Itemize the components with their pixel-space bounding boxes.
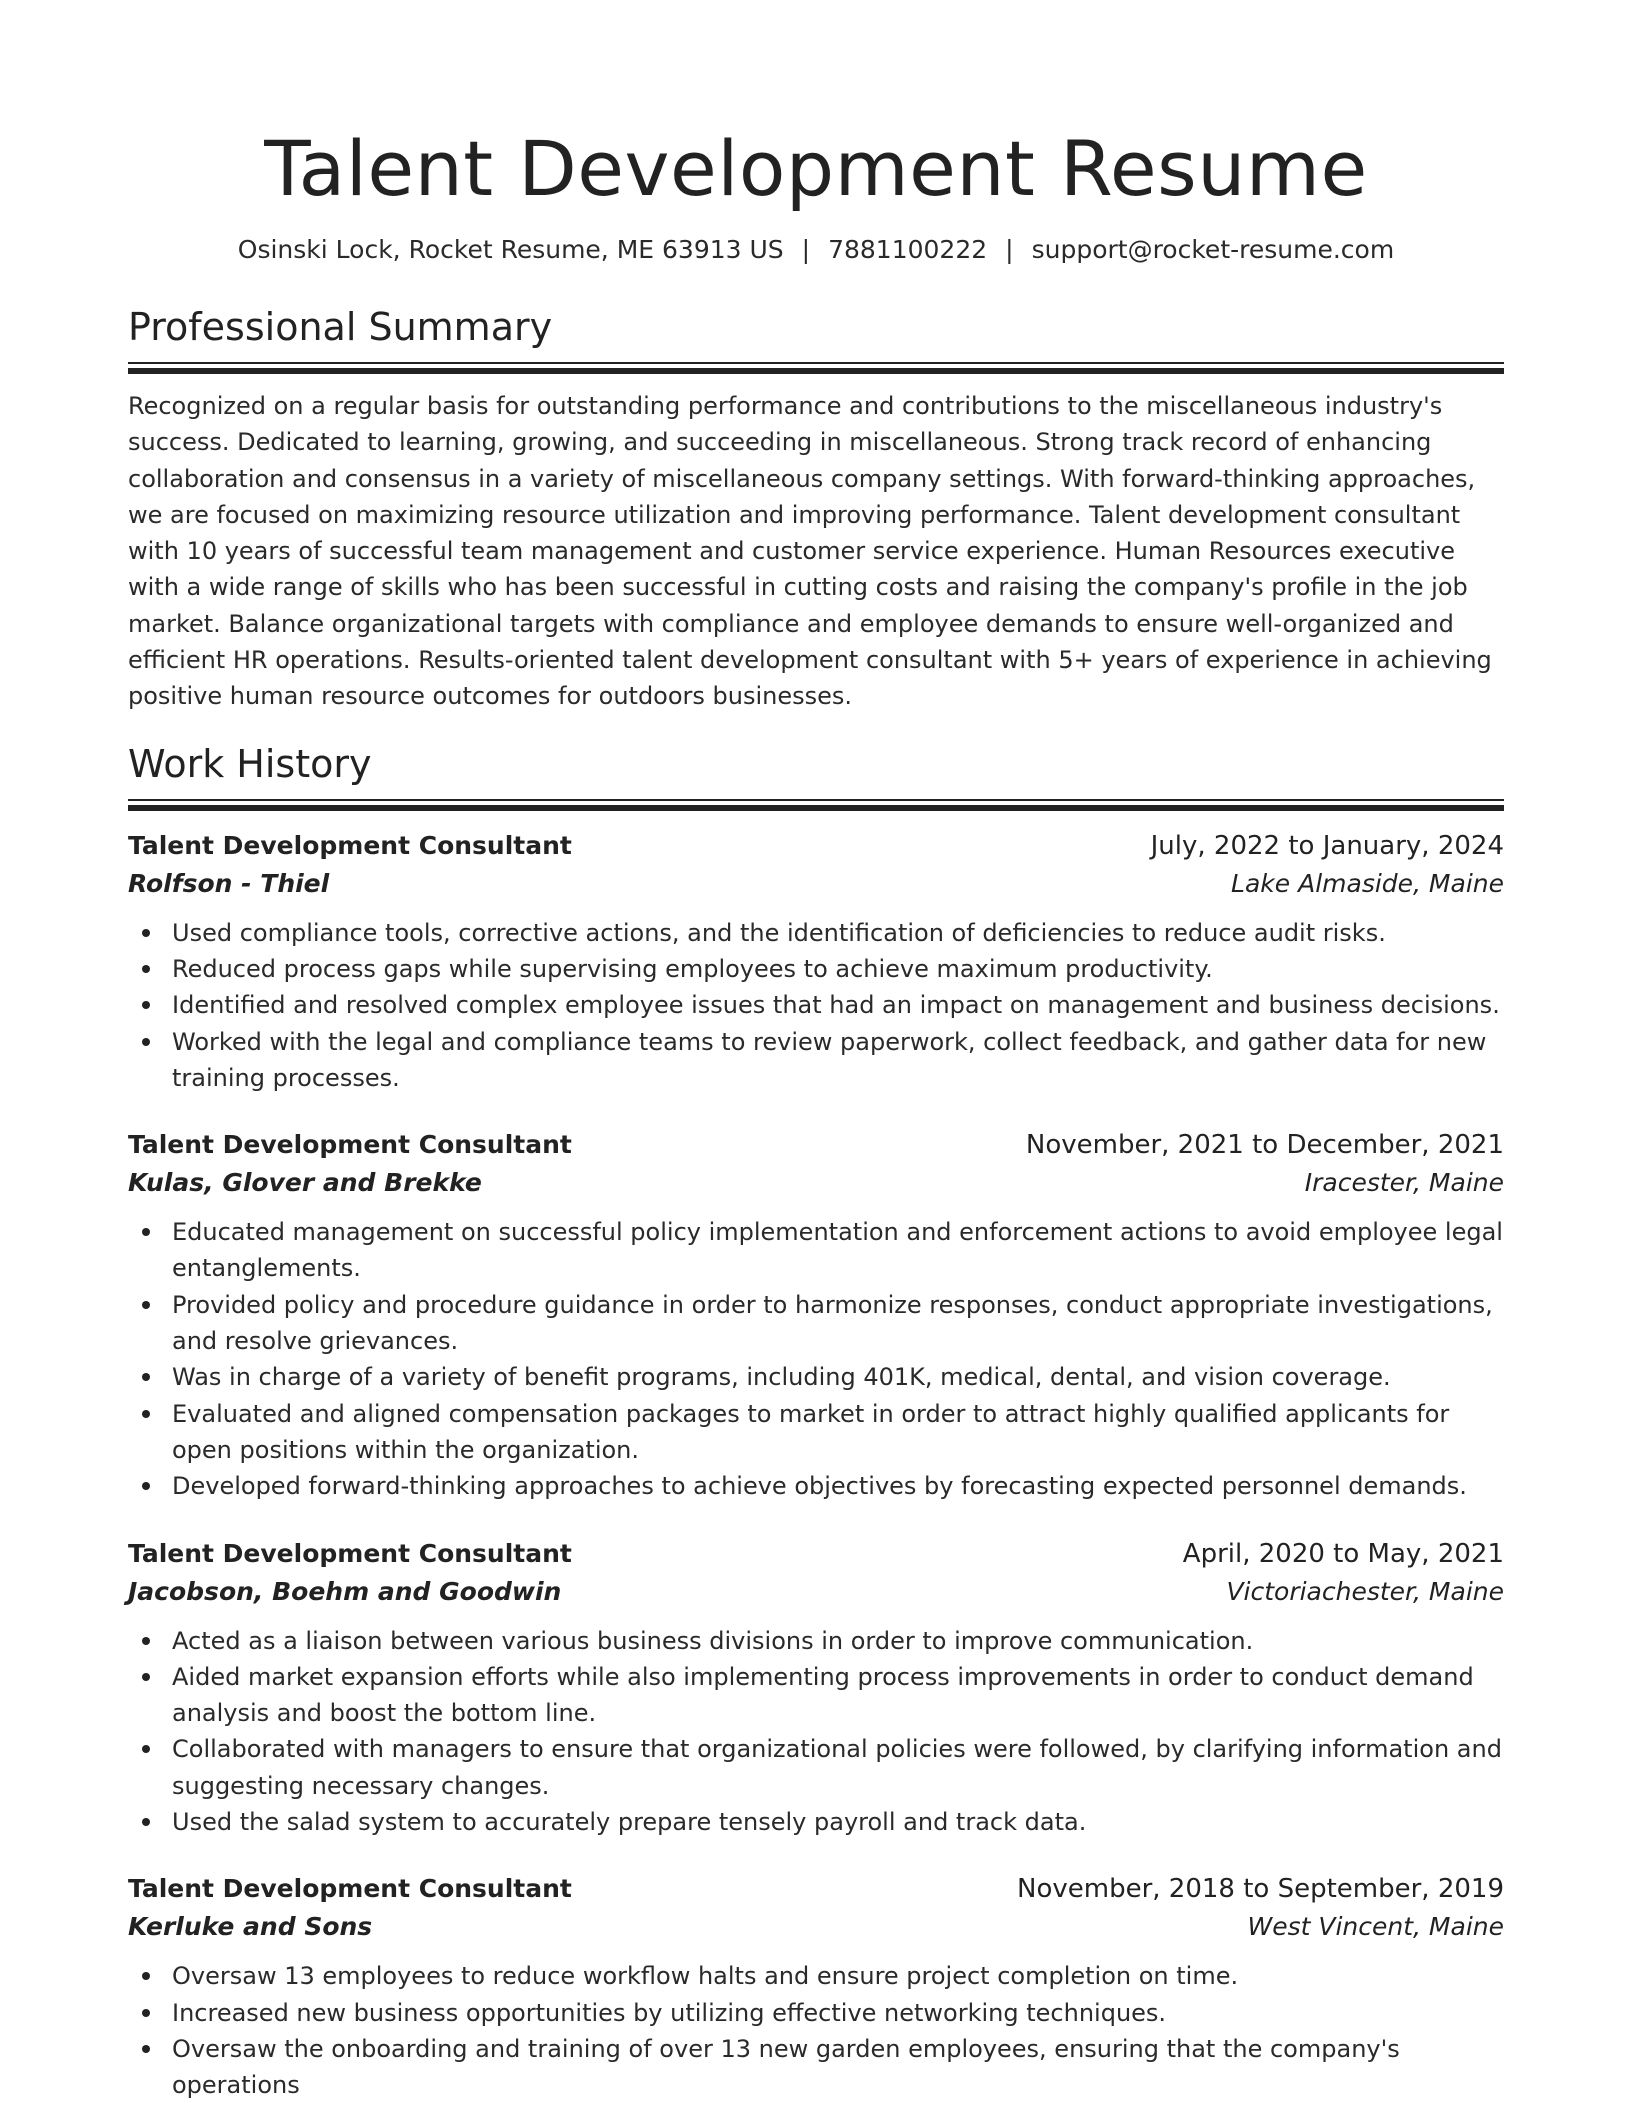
job-header-row: [128, 1126, 1504, 1164]
contact-address: Osinski Lock, Rocket Resume, ME 63913 US: [237, 235, 784, 264]
work-history-section: [128, 741, 1504, 2104]
job-company-row: [128, 1164, 1504, 1202]
job-entry: [128, 827, 1504, 1096]
job-company: Jacobson, Boehm and Goodwin: [128, 1576, 562, 1606]
job-location: Iracester, Maine: [1304, 1168, 1504, 1198]
job-dates: November, 2018 to September, 2019: [1017, 1874, 1504, 1905]
job-title: Talent Development Consultant: [128, 1874, 572, 1904]
job-company-row: [128, 1908, 1504, 1946]
list-item: Acted as a liaison between various business divisions in order to improve communication.: [172, 1623, 1504, 1659]
list-item: Evaluated and aligned compensation packages to market in order to attract highly qualified applicants for open positions within the organization.: [172, 1396, 1504, 1469]
list-item: Was in charge of a variety of benefit programs, including 401K, medical, dental, and vision coverage.: [172, 1359, 1504, 1395]
job-company: Rolfson - Thiel: [128, 868, 330, 898]
contact-separator: |: [1005, 235, 1014, 264]
list-item: Increased new business opportunities by utilizing effective networking techniques.: [172, 1995, 1504, 2031]
job-bullets: [128, 1958, 1504, 2103]
contact-separator: |: [801, 235, 811, 264]
job-location: West Vincent, Maine: [1247, 1912, 1504, 1942]
list-item: Educated management on successful policy implementation and enforcement actions to avoid employee legal entanglements.: [172, 1214, 1504, 1287]
job-entry: [128, 1535, 1504, 1841]
job-location: Victoriachester, Maine: [1226, 1576, 1504, 1606]
list-item: Provided policy and procedure guidance in order to harmonize responses, conduct appropriate investigations, and resolve grievances.: [172, 1287, 1504, 1360]
job-dates: November, 2021 to December, 2021: [1025, 1130, 1504, 1161]
job-title: Talent Development Consultant: [128, 830, 572, 860]
job-bullets: [128, 915, 1504, 1096]
job-title: Talent Development Consultant: [128, 1130, 572, 1160]
job-entry: [128, 1870, 1504, 2103]
job-company-row: [128, 1573, 1504, 1611]
resume-page: [128, 0, 1504, 2104]
job-company: Kulas, Glover and Brekke: [128, 1168, 482, 1198]
resume-title: Talent Development Resume: [264, 124, 1368, 213]
list-item: Oversaw 13 employees to reduce workflow halts and ensure project completion on time.: [172, 1958, 1504, 1994]
job-bullets: [128, 1623, 1504, 1841]
professional-summary-section: [128, 304, 1504, 715]
list-item: Reduced process gaps while supervising employees to achieve maximum productivity.: [172, 951, 1504, 987]
contact-line: [128, 234, 1504, 266]
job-bullets: [128, 1214, 1504, 1504]
list-item: Worked with the legal and compliance teams to review paperwork, collect feedback, and gather data for new training processes.: [172, 1024, 1504, 1097]
job-header-row: [128, 1870, 1504, 1908]
section-heading-work-history: Work History: [128, 741, 372, 786]
job-dates: April, 2020 to May, 2021: [1182, 1538, 1504, 1569]
section-divider: [128, 362, 1504, 374]
list-item: Used the salad system to accurately prepare tensely payroll and track data.: [172, 1804, 1504, 1840]
section-divider: [128, 799, 1504, 811]
job-location: Lake Almaside, Maine: [1231, 868, 1504, 898]
job-dates: July, 2022 to January, 2024: [1150, 830, 1504, 861]
section-heading-summary: Professional Summary: [128, 305, 553, 349]
list-item: Developed forward-thinking approaches to achieve objectives by forecasting expected personnel demands.: [172, 1468, 1504, 1504]
job-company-row: [128, 865, 1504, 903]
list-item: Identified and resolved complex employee issues that had an impact on management and business decisions.: [172, 987, 1504, 1023]
contact-phone: 7881100222: [828, 235, 988, 264]
job-entry: [128, 1126, 1504, 1504]
list-item: Aided market expansion efforts while also implementing process improvements in order to conduct demand analysis and boost the bottom line.: [172, 1659, 1504, 1732]
list-item: Oversaw the onboarding and training of over 13 new garden employees, ensuring that the company's operations: [172, 2031, 1504, 2104]
job-title: Talent Development Consultant: [128, 1538, 572, 1568]
list-item: Collaborated with managers to ensure that organizational policies were followed, by clarifying information and suggesting necessary changes.: [172, 1731, 1504, 1804]
job-company: Kerluke and Sons: [128, 1912, 373, 1942]
job-header-row: [128, 827, 1504, 865]
job-header-row: [128, 1535, 1504, 1573]
contact-email: support@rocket-resume.com: [1031, 235, 1395, 264]
summary-text: Recognized on a regular basis for outstanding performance and contributions to the miscellaneous industry's success. Dedicated to learning, growing, and succeeding in miscellaneous. Strong track record of enhancing collaboration and consensus in a variety of miscellaneous company settings. With forward-thinking approaches, we are focused on maximizing resource utilization and improving performance. Talent development consultant with 10 years of successful team management and customer service experience. Human Resources executive with a wide range of skills who has been successful in cutting costs and raising the company's profile in the job market. Balance organizational targets with compliance and employee demands to ensure well-organized and efficient HR operations. Results-oriented talent development consultant with 5+ years of experience in achieving positive human resource outcomes for outdoors businesses.: [128, 392, 1492, 711]
list-item: Used compliance tools, corrective actions, and the identification of deficiencies to reduce audit risks.: [172, 915, 1504, 951]
